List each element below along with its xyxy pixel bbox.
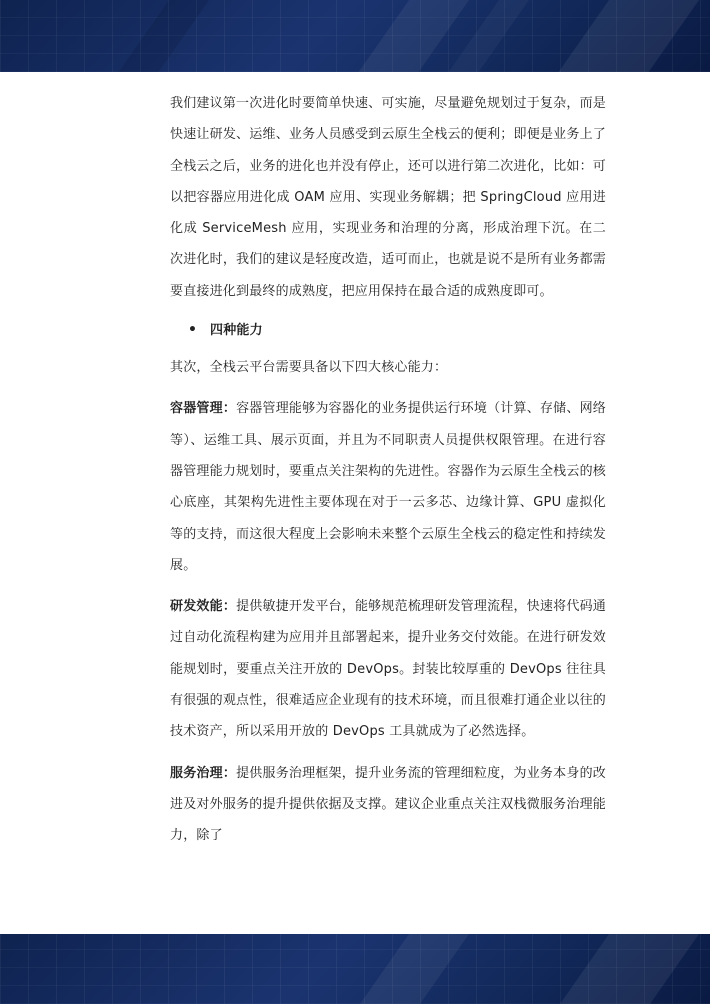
paragraph-container-management [170,393,606,581]
term-devops: 研发效能： [170,599,237,615]
header-banner [0,0,710,72]
devops-text: 提供敏捷开发平台，能够规范梳理研发管理流程，快速将代码通过自动化流程构建为应用并且部署起来，提升业务交付效能。在进行研发效能规划时，要重点关注开放的 DevOps。封装比较厚重的 DevOps 往往具有很强的观点性，很难适应企业现有的技术环境，而且很难打通企业以往的技术资产，所以采用开放的 DevOps 工具就成为了必然选择。 [170,599,606,740]
paragraph-intro: 其次，全栈云平台需要具备以下四大核心能力： [170,360,448,376]
section-heading-four-capabilities [170,315,606,346]
service-governance-text: 提供服务治理框架，提升业务流的管理细粒度，为业务本身的改进及对外服务的提升提供依据及支撑。建议企业重点关注双栈微服务治理能力，除了 [170,765,606,844]
paragraph-service-governance [170,758,606,852]
term-container-management: 容器管理： [170,401,237,417]
paragraph-evolution: 我们建议第一次进化时要简单快速、可实施，尽量避免规划过于复杂，而是快速让研发、运维、业务人员感受到云原生全栈云的便利；即便是业务上了全栈云之后，业务的进化也并没有停止，还可以进行第二次进化，比如：可以把容器应用进化成 OAM 应用、实现业务解耦；把 SpringCloud 应用进化成 ServiceMesh 应用，实现业务和治理的分离，形成治理下沉。在二次进化时，我们的建议是轻度改造，适可而止，也就是说不是所有业务都需要直接进化到最终的成熟度，把应用保持在最合适的成熟度即可。 [170,96,606,299]
document-body [170,88,606,852]
container-management-text: 容器管理能够为容器化的业务提供运行环境（计算、存储、网络等）、运维工具、展示页面，并且为不同职责人员提供权限管理。在进行容器管理能力规划时，要重点关注架构的先进性。容器作为云原生全栈云的核心底座，其架构先进性主要体现在对于一云多芯、边缘计算、GPU 虚拟化等的支持，而这很大程度上会影响未来整个云原生全栈云的稳定性和持续发展。 [170,401,606,573]
footer-banner [0,934,710,1004]
section-heading-text: 四种能力 [210,322,263,338]
term-service-governance: 服务治理： [170,765,237,781]
paragraph-devops [170,591,606,747]
bullet-icon: • [188,321,198,338]
